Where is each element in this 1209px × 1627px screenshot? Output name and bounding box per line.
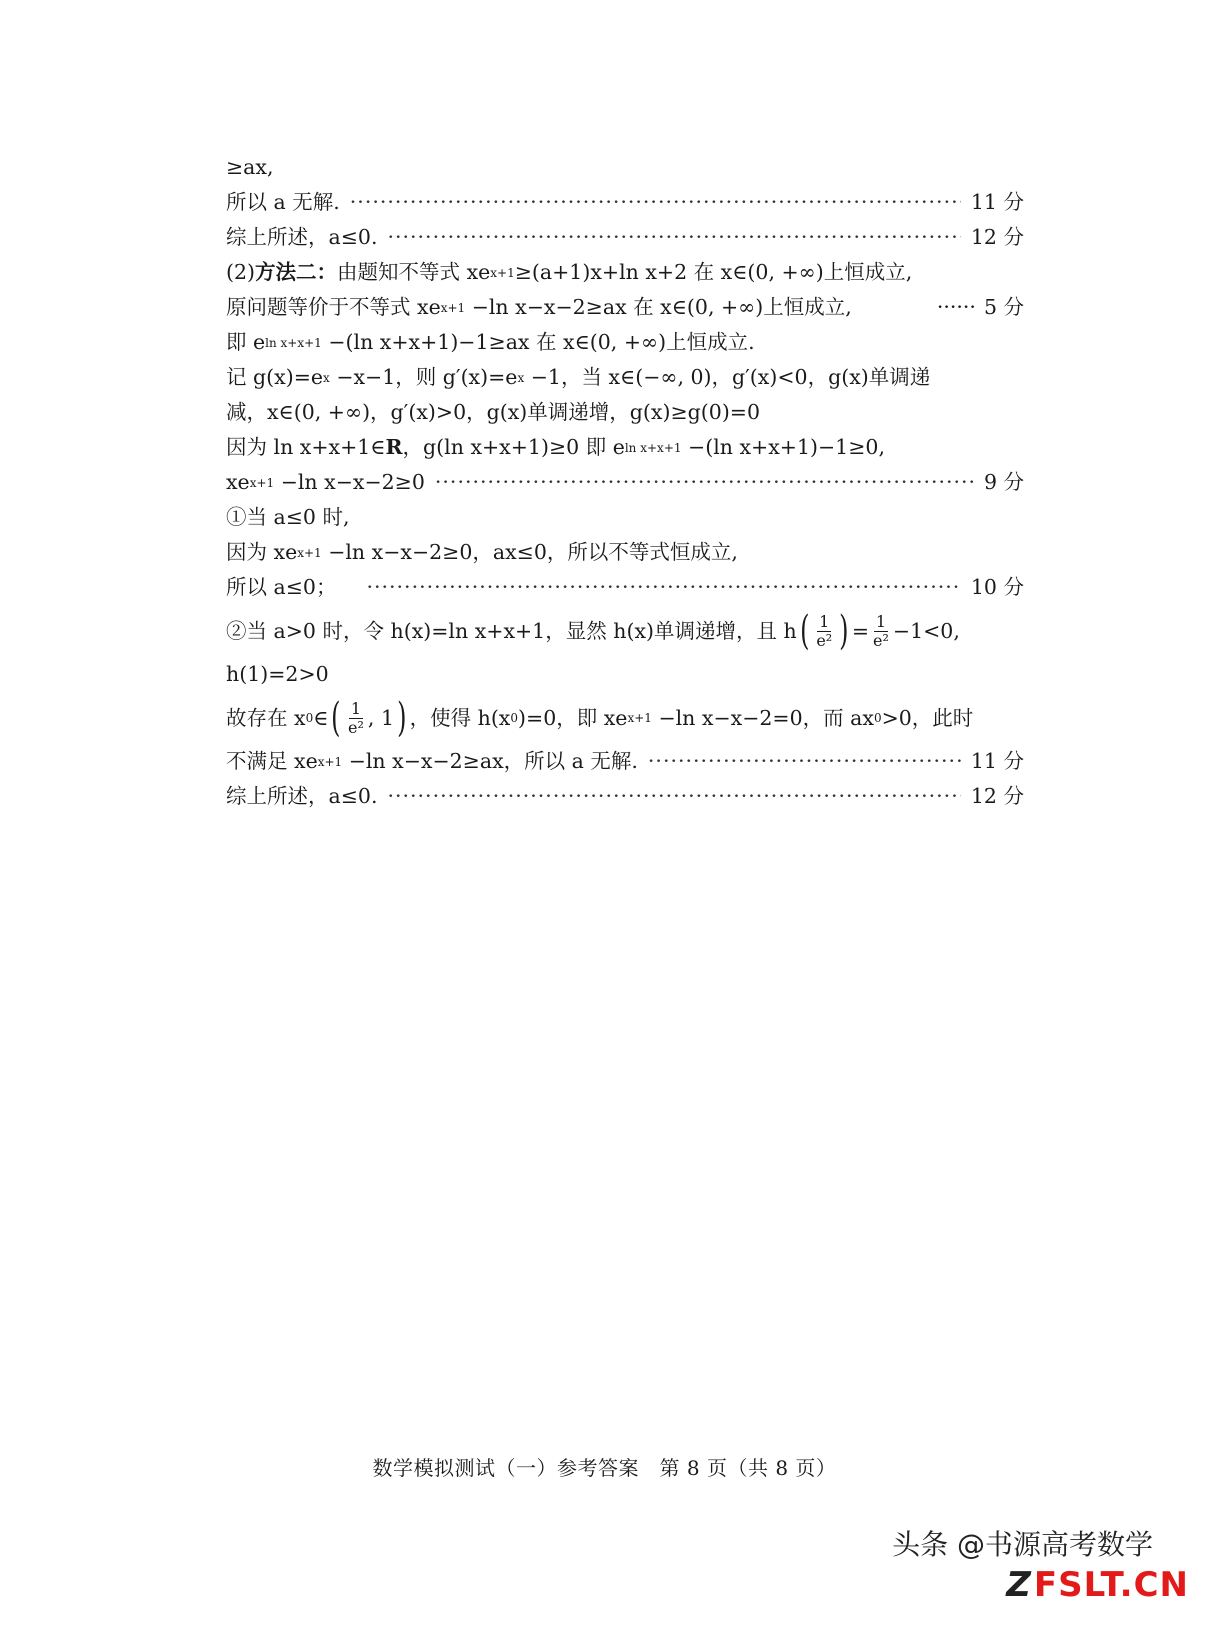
line-text: 减，x∈(0, +∞)，g′(x)>0，g(x)单调递增，g(x)≥g(0)=0 [226,400,761,424]
line-text: 所以 a 无解. [226,190,340,214]
line-6: 即 e ln x+x+1 −(ln x+x+1)−1≥ax 在 x∈(0, +∞)上恒成立. [226,325,1024,360]
line-text: −1，当 x∈(−∞, 0)，g′(x)<0，g(x)单调递 [524,365,931,389]
watermark-text: 头条 @书源高考数学 [892,1528,1153,1561]
line-2 [226,185,1024,220]
site-logo [1006,1565,1189,1605]
line-text: , 1 [367,705,394,730]
line-18 [226,779,1024,814]
line-text: 综上所述，a≤0. [226,225,378,249]
score-label: 11 分 [970,190,1024,214]
line-14 [226,605,1024,657]
line-text: −(ln x+x+1)−1≥ax 在 x∈(0, +∞)上恒成立. [321,330,755,354]
line-text: 所以 a≤0； [226,575,337,599]
line-text: ，使得 h(x [409,705,511,730]
denominator: e² [816,630,833,650]
line-text: −ln x−x−2≥ax 在 x∈(0, +∞)上恒成立, [465,295,852,319]
logo-text: FSLT.CN [1033,1565,1189,1605]
line-12: 因为 xe x+1 −ln x−x−2≥0，ax≤0，所以不等式恒成立, [226,535,1024,570]
fraction [814,613,834,650]
score-label: 5 分 [983,295,1024,319]
line-text: ①当 a≤0 时, [226,505,350,529]
line-15 [226,657,1024,692]
short-dot-leader: ······ [936,295,976,319]
line-text: −ln x−x−2≥0 [274,470,425,494]
line-8 [226,395,1024,430]
numerator: 1 [819,611,830,631]
line-text: 不满足 xe [226,749,318,773]
line-text: 因为 xe [226,540,298,564]
logo-mark: Z [1006,1565,1032,1605]
right-paren: ) [397,695,407,741]
line-text: −ln x−x−2≥0，ax≤0，所以不等式恒成立, [321,540,738,564]
left-paren: ( [331,695,341,741]
line-text: −(ln x+x+1)−1≥0, [681,435,885,459]
score-label: 12 分 [970,225,1024,249]
numerator: 1 [875,611,887,631]
reals-symbol: R [385,435,403,459]
line-text: −x−1，则 g′(x)=e [329,365,518,389]
answer-body [226,150,1024,814]
line-text: ≥(a+1)x+ln x+2 在 x∈(0, +∞)上恒成立, [514,260,913,284]
page-footer: 数学模拟测试（一）参考答案 第 8 页（共 8 页） [372,1456,837,1480]
line-13 [226,570,1024,605]
line-text: h(1)=2>0 [226,662,329,686]
left-paren: ( [799,608,810,654]
dot-leader [648,744,961,779]
line-text: 综上所述，a≤0. [226,784,378,808]
line-11 [226,500,1024,535]
dot-leader [387,220,960,255]
line-text: ∈ [313,705,329,730]
watermark [859,1515,1189,1605]
score-label: 10 分 [970,575,1024,599]
fraction [346,700,366,737]
line-1 [226,150,1024,185]
dot-leader [387,779,960,814]
numerator: 1 [350,698,362,718]
part-label: (2) [226,260,256,284]
line-text: 因为 ln x+x+1∈ [226,435,386,459]
line-text: )=0，即 xe [518,705,628,730]
dot-leader [350,185,961,220]
denominator: e² [873,630,889,650]
fraction [871,613,891,650]
line-text: ，g(ln x+x+1)≥0 即 e [402,435,625,459]
line-text: −1<0, [892,618,960,643]
score-label: 11 分 [970,749,1024,773]
line-text: −ln x−x−2=0，而 ax [651,705,874,730]
line-text: ≥ax, [226,155,274,179]
line-text: −ln x−x−2≥ax，所以 a 无解. [342,749,638,773]
line-text: 记 g(x)=e [226,365,324,389]
line-text: = [851,618,870,643]
line-16: 故存在 x 0 ∈ ( $\frac{1}{\text{e²}}$ , 1 ) ，使得 h(x 0 )=0，即 xe x+1 −ln x−x−2=0，而 ax 0 >0，此时 [226,695,974,741]
score-label: 12 分 [970,784,1024,808]
line-text: 故存在 x [226,705,306,730]
method-title: 方法二： [255,260,338,284]
line-5: 原问题等价于不等式 xe x+1 −ln x−x−2≥ax 在 x∈(0, +∞)上恒成立, ······ 5 分 [226,290,1024,325]
line-text: >0，此时 [881,705,974,730]
line-4: (2) 方法二： 由题知不等式 xe x+1 ≥(a+1)x+ln x+2 在 x∈(0, +∞)上恒成立, [226,255,1024,290]
line-17: 不满足 xe x+1 −ln x−x−2≥ax，所以 a 无解. ····· 11 分 [226,744,1024,779]
line-7: 记 g(x)=e x −x−1，则 g′(x)=e x −1，当 x∈(−∞, 0)，g′(x)<0，g(x)单调递 [226,360,1024,395]
line-text: 原问题等价于不等式 xe [226,295,441,319]
line-text: 由题知不等式 xe [337,260,491,284]
dot-leader [435,465,974,500]
line-3 [226,220,1024,255]
line-text: xe [226,470,250,494]
line-text: ②当 a>0 时，令 h(x)=ln x+x+1，显然 h(x)单调递增，且 h [226,618,797,643]
line-9: 因为 ln x+x+1∈ R ，g(ln x+x+1)≥0 即 e ln x+x+1 −(ln x+x+1)−1≥0, [226,430,1024,465]
dot-leader [366,570,960,605]
denominator: e² [348,717,364,737]
right-paren: ) [839,608,849,654]
line-10: xe x+1 −ln x−x−2≥0 ····· 9 分 [226,465,1024,500]
line-text: 即 e [226,330,266,354]
score-label: 9 分 [983,470,1024,494]
